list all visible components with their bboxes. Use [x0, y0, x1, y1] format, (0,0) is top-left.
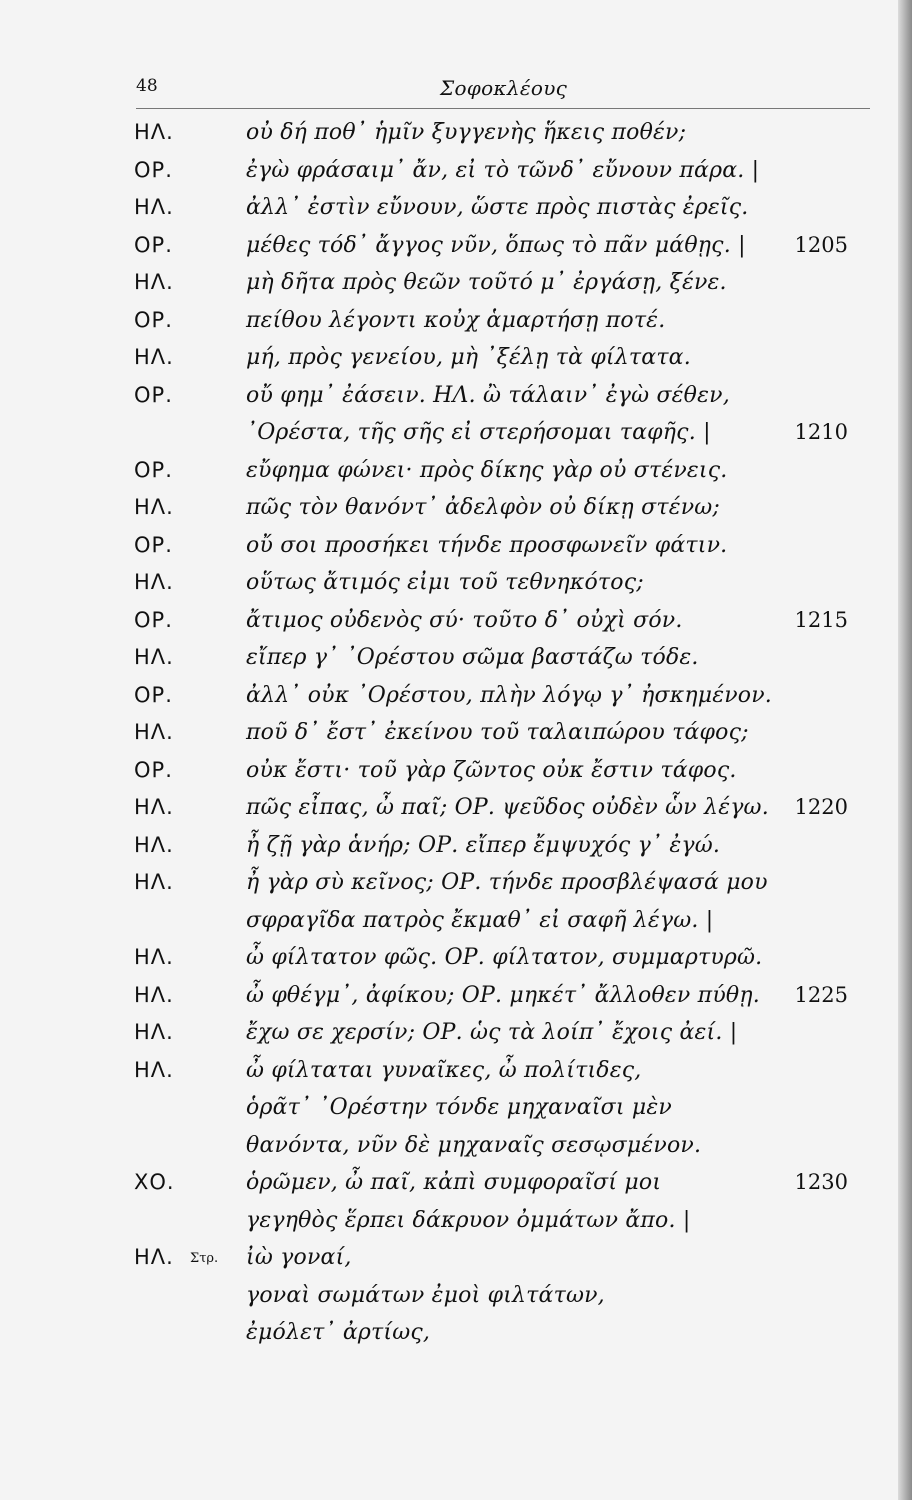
verse-text: οὔ φημ᾽ ἐάσειν. ΗΛ. ὢ τάλαιν᾽ ἐγὼ σέθεν, — [246, 382, 730, 408]
speaker-label: ΟΡ. — [134, 757, 173, 782]
verse-line — [0, 383, 900, 419]
verse-text: ἦ ζῇ γὰρ ἁνήρ; ΟΡ. εἴπερ ἔμψυχός γ᾽ ἐγώ. — [246, 832, 721, 858]
verse-text: σφραγῖδα πατρὸς ἔκμαθ᾽ εἰ σαφῆ λέγω. | — [246, 907, 714, 933]
verse-text: οὐ δή ποθ᾽ ἡμῖν ξυγγενὴς ἥκεις ποθέν; — [246, 120, 687, 145]
verse-line — [0, 795, 900, 831]
speaker-label: ΗΛ. — [134, 1057, 174, 1082]
verse-line — [0, 458, 900, 494]
verse-text: ἰὼ γοναί, — [246, 1245, 352, 1270]
verse-text: οὕτως ἄτιμός εἰμι τοῦ τεθνηκότος; — [246, 570, 644, 595]
speaker-label: ΗΛ. — [134, 195, 174, 219]
verse-line — [0, 1283, 900, 1319]
verse-line — [0, 1170, 900, 1206]
verse-line — [0, 1208, 900, 1244]
verse-line — [0, 1133, 900, 1169]
verse-text: ὦ φίλταται γυναῖκες, ὦ πολίτιδες, — [246, 1057, 642, 1083]
verse-line — [0, 870, 900, 906]
speaker-label: ΟΡ. — [134, 607, 173, 632]
strophe-tag: Στρ. — [190, 1251, 219, 1266]
verse-text: ὁρῶμεν, ὦ παῖ, κἀπὶ συμφοραῖσί μοι — [246, 1170, 662, 1195]
speaker-label: ΗΛ. — [134, 982, 174, 1007]
verse-line — [0, 608, 900, 644]
speaker-label: ΟΡ. — [134, 682, 173, 707]
line-number: 1220 — [794, 795, 848, 819]
header-rule — [136, 108, 870, 109]
verse-line — [0, 1020, 900, 1056]
verse-line — [0, 683, 900, 719]
verse-text: ἀλλ᾽ οὐκ ᾽Ορέστου, πλὴν λόγῳ γ᾽ ἠσκημένον. — [246, 682, 773, 708]
verse-line — [0, 308, 900, 344]
speaker-label: ΗΛ. — [134, 832, 174, 857]
speaker-label: ΟΡ. — [134, 382, 173, 407]
verse-line — [0, 158, 900, 194]
verse-line — [0, 420, 900, 456]
speaker-label: ΟΡ. — [134, 457, 173, 482]
verse-line — [0, 1095, 900, 1131]
line-number: 1230 — [794, 1170, 848, 1194]
speaker-label: ΗΛ. — [134, 345, 174, 369]
speaker-label: ΗΛ. — [134, 945, 174, 969]
line-number: 1205 — [794, 232, 848, 257]
verse-text: μέθες τόδ᾽ ἄγγος νῦν, ὅπως τὸ πᾶν μάθῃς. | — [246, 232, 746, 258]
verse-line — [0, 720, 900, 756]
verse-text: μή, πρὸς γενείου, μὴ ᾽ξέλῃ τὰ φίλτατα. — [246, 345, 691, 370]
verse-line — [0, 908, 900, 944]
speaker-label: ΗΛ. — [134, 120, 174, 144]
verse-line — [0, 945, 900, 981]
speaker-label: ΟΡ. — [134, 157, 173, 182]
verse-text: ἐμόλετ᾽ ἀρτίως, — [246, 1320, 431, 1345]
speaker-label: ΗΛ. — [134, 1020, 174, 1044]
page-edge-shadow — [898, 0, 912, 1500]
speaker-label: ΗΛ. — [134, 570, 174, 594]
speaker-label: ΗΛ. — [134, 720, 174, 744]
verse-text: γοναὶ σωμάτων ἐμοὶ φιλτάτων, — [246, 1282, 605, 1308]
verse-text: ὦ φθέγμ᾽, ἀφίκου; ΟΡ. μηκέτ᾽ ἄλλοθεν πύθῃ. — [246, 982, 760, 1008]
verse-text: οὐκ ἔστι· τοῦ γὰρ ζῶντος οὐκ ἔστιν τάφος. — [246, 757, 737, 783]
verse-text: ποῦ δ᾽ ἔστ᾽ ἐκείνου τοῦ ταλαιπώρου τάφος; — [246, 720, 749, 745]
page-number: 48 — [136, 76, 158, 96]
verse-line — [0, 270, 900, 306]
verse-text: ἦ γὰρ σὺ κεῖνος; ΟΡ. τήνδε προσβλέψασά μου — [246, 870, 768, 895]
verse-line — [0, 495, 900, 531]
verse-text: πείθου λέγοντι κοὐχ ἁμαρτήσῃ ποτέ. — [246, 307, 666, 333]
verse-text: θανόντα, νῦν δὲ μηχαναῖς σεσῳσμένον. — [246, 1132, 702, 1158]
verse-text: ᾽Ορέστα, τῆς σῆς εἰ στερήσομαι ταφῆς. | — [246, 420, 711, 445]
verse-line — [0, 570, 900, 606]
speaker-label: ΟΡ. — [134, 232, 173, 257]
speaker-label: ΧΟ. — [134, 1170, 175, 1194]
speaker-label: ΗΛ. — [134, 1245, 174, 1269]
verse-text: ἐγὼ φράσαιμ᾽ ἄν, εἰ τὸ τῶνδ᾽ εὔνουν πάρα. | — [246, 157, 760, 183]
speaker-label: ΗΛ. — [134, 645, 174, 669]
verse-line — [0, 533, 900, 569]
verse-text: πῶς εἶπας, ὦ παῖ; ΟΡ. ψεῦδος οὐδὲν ὧν λέγω. — [246, 795, 769, 820]
speaker-label: ΗΛ. — [134, 270, 174, 294]
speaker-label: ΗΛ. — [134, 870, 174, 894]
line-number: 1225 — [794, 982, 848, 1007]
verse-text: ὦ φίλτατον φῶς. ΟΡ. φίλτατον, συμμαρτυρῶ. — [246, 945, 763, 970]
verse-text: ἄτιμος οὐδενὸς σύ· τοῦτο δ᾽ οὐχὶ σόν. — [246, 607, 683, 633]
verse-line — [0, 645, 900, 681]
verse-text: ἀλλ᾽ ἐστὶν εὔνουν, ὥστε πρὸς πιστὰς ἐρεῖς. — [246, 195, 749, 220]
speaker-label: ΟΡ. — [134, 532, 173, 557]
verse-line — [0, 983, 900, 1019]
verse-text: ὁρᾶτ᾽ ᾽Ορέστην τόνδε μηχαναῖσι μὲν — [246, 1095, 672, 1120]
verse-text: πῶς τὸν θανόντ᾽ ἀδελφὸν οὐ δίκῃ στένω; — [246, 495, 721, 520]
verse-text: οὔ σοι προσήκει τήνδε προσφωνεῖν φάτιν. — [246, 532, 728, 558]
running-head: Σοφοκλέους — [440, 76, 568, 100]
line-number: 1215 — [794, 607, 848, 632]
verse-text: εὔφημα φώνει· πρὸς δίκης γὰρ οὐ στένεις. — [246, 457, 728, 483]
verse-line — [0, 233, 900, 269]
verse-line — [0, 120, 900, 156]
speaker-label: ΗΛ. — [134, 495, 174, 519]
verse-line — [0, 195, 900, 231]
speaker-label: ΟΡ. — [134, 307, 173, 332]
verse-line — [0, 1058, 900, 1094]
speaker-label: ΗΛ. — [134, 795, 174, 819]
verse-line — [0, 1320, 900, 1356]
line-number: 1210 — [794, 420, 848, 444]
verse-text: γεγηθὸς ἕρπει δάκρυον ὀμμάτων ἄπο. | — [246, 1207, 691, 1233]
verse-text: ἔχω σε χερσίν; ΟΡ. ὡς τὰ λοίπ᾽ ἔχοις ἀεί. | — [246, 1020, 738, 1045]
verse-text: εἴπερ γ᾽ ᾽Ορέστου σῶμα βαστάζω τόδε. — [246, 645, 699, 670]
verse-text: μὴ δῆτα πρὸς θεῶν τοῦτό μ᾽ ἐργάσῃ, ξένε. — [246, 270, 727, 295]
verse-line — [0, 758, 900, 794]
verse-line — [0, 1245, 900, 1281]
verse-line — [0, 345, 900, 381]
verse-line — [0, 833, 900, 869]
